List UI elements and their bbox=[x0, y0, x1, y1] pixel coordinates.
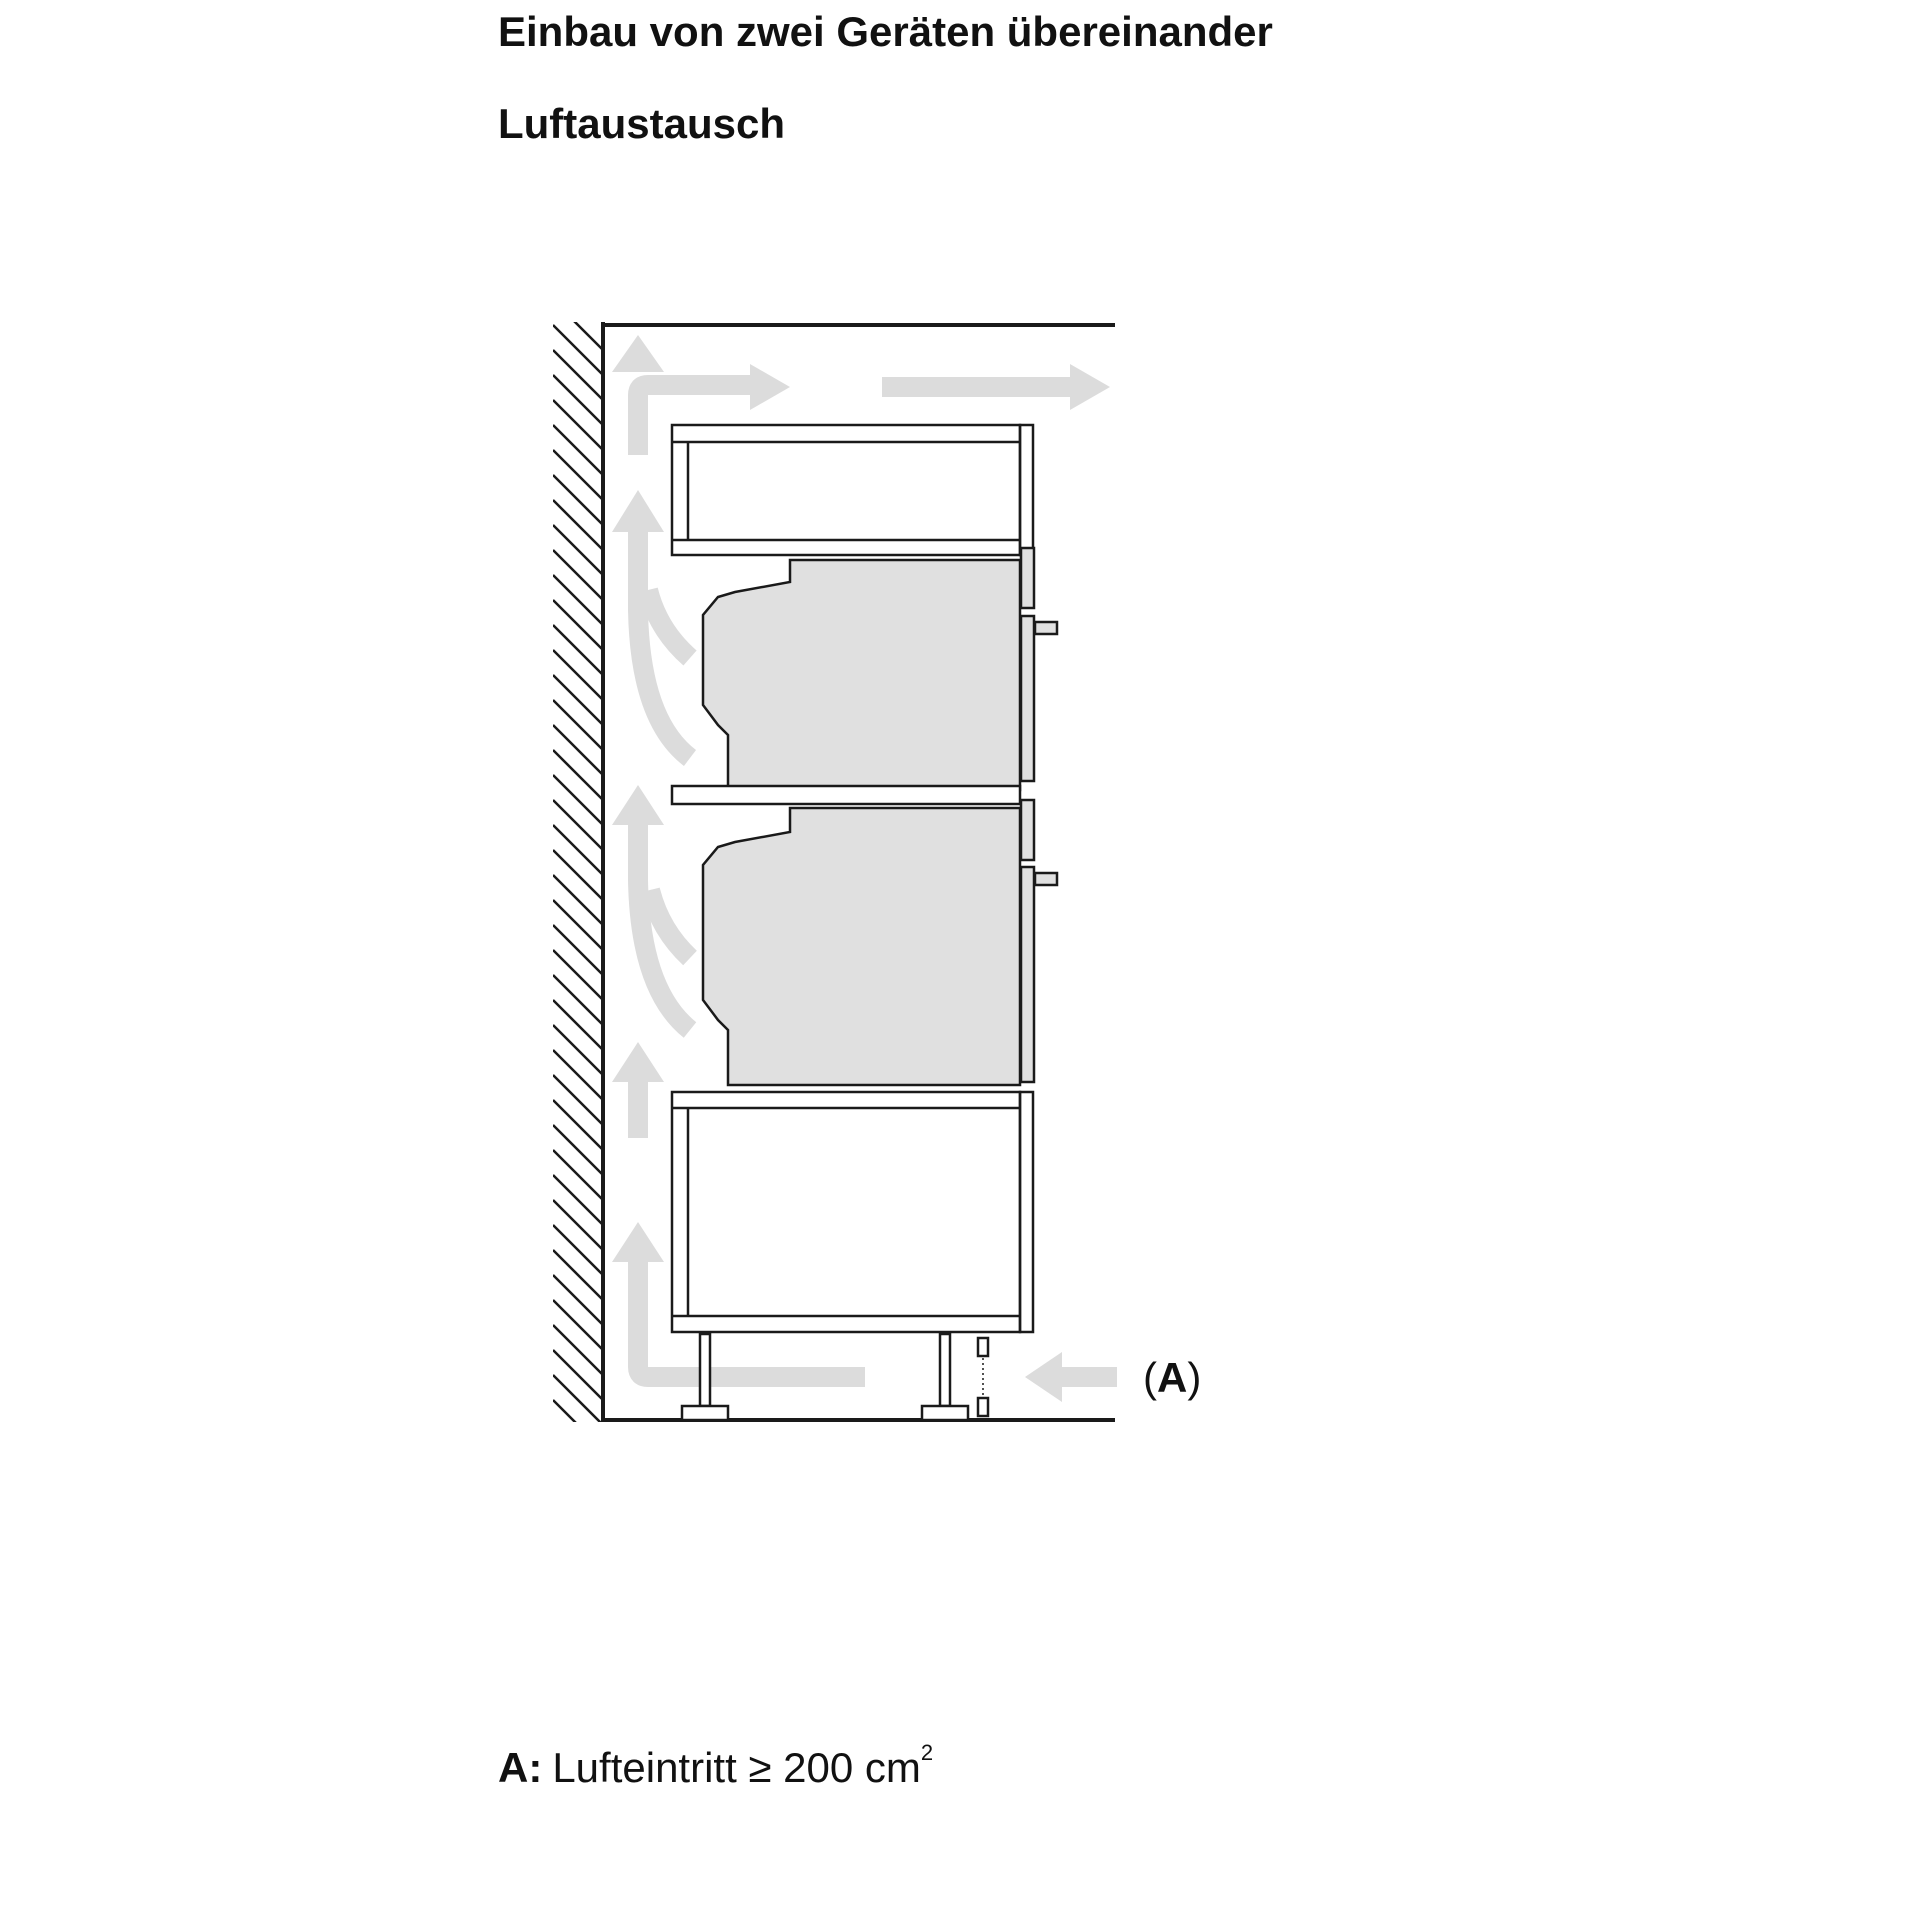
top-cabinet bbox=[672, 425, 1033, 555]
callout-open: ( bbox=[1143, 1354, 1157, 1401]
hatch-line bbox=[553, 1375, 603, 1425]
hatch-line bbox=[553, 300, 603, 350]
hatch-line bbox=[553, 750, 603, 800]
page-subtitle: Luftaustausch bbox=[498, 100, 786, 147]
hatch-line bbox=[553, 1025, 603, 1075]
hatch-line bbox=[553, 1350, 603, 1400]
hatch-line bbox=[553, 875, 603, 925]
callout-close: ) bbox=[1187, 1354, 1202, 1401]
callout-letter: A bbox=[1157, 1354, 1188, 1401]
hatch-line bbox=[553, 675, 603, 725]
hatch-line bbox=[553, 1425, 603, 1475]
hatch-line bbox=[553, 1275, 603, 1325]
legend bbox=[498, 1740, 933, 1792]
hatch-line bbox=[553, 1300, 603, 1350]
hatch-line bbox=[553, 950, 603, 1000]
wall-hatching bbox=[553, 300, 603, 1525]
hatch-line bbox=[553, 1175, 603, 1225]
legend-text: Lufteintritt ≥ 200 cm bbox=[552, 1744, 921, 1791]
hatch-line bbox=[553, 575, 603, 625]
lower-appliance bbox=[703, 800, 1057, 1085]
base-cabinet bbox=[672, 1092, 1033, 1332]
hatch-line bbox=[553, 775, 603, 825]
page-title: Einbau von zwei Geräten übereinander bbox=[498, 8, 1273, 55]
hatch-line bbox=[553, 475, 603, 525]
hatch-line bbox=[553, 900, 603, 950]
hatch-line bbox=[553, 975, 603, 1025]
hatch-line bbox=[553, 825, 603, 875]
legend-key: A: bbox=[498, 1744, 543, 1791]
hatch-line bbox=[553, 375, 603, 425]
hatch-line bbox=[553, 1325, 603, 1375]
hatch-line bbox=[553, 1075, 603, 1125]
hatch-line bbox=[553, 425, 603, 475]
hatch-line bbox=[553, 1150, 603, 1200]
hatch-line bbox=[553, 650, 603, 700]
airflow-arrow-curve-upper-inner bbox=[648, 590, 690, 658]
hatch-line bbox=[553, 350, 603, 400]
hatch-line bbox=[553, 400, 603, 450]
hatch-line bbox=[553, 850, 603, 900]
hatch-line bbox=[553, 600, 603, 650]
hatch-line bbox=[553, 1000, 603, 1050]
hatch-line bbox=[553, 1050, 603, 1100]
legend-superscript: 2 bbox=[920, 1740, 934, 1765]
hatch-line bbox=[553, 1250, 603, 1300]
hatch-line bbox=[553, 1450, 603, 1500]
hatch-line bbox=[553, 925, 603, 975]
hatch-line bbox=[553, 1100, 603, 1150]
hatch-line bbox=[553, 800, 603, 850]
plinth-panel bbox=[978, 1338, 988, 1416]
hatch-line bbox=[553, 1475, 603, 1525]
hatch-line bbox=[553, 1225, 603, 1275]
hatch-line bbox=[553, 450, 603, 500]
airflow-arrow-top-corner bbox=[638, 385, 750, 455]
hatch-line bbox=[553, 325, 603, 375]
airflow-arrow-curve-lower-inner bbox=[650, 890, 690, 958]
hatch-line bbox=[553, 625, 603, 675]
hatch-line bbox=[553, 500, 603, 550]
middle-shelf bbox=[672, 786, 1020, 804]
hatch-line bbox=[553, 1125, 603, 1175]
hatch-line bbox=[553, 525, 603, 575]
hatch-line bbox=[553, 1200, 603, 1250]
hatch-line bbox=[553, 725, 603, 775]
hatch-line bbox=[553, 550, 603, 600]
callout-label bbox=[1143, 1354, 1201, 1401]
upper-appliance bbox=[703, 548, 1057, 790]
hatch-line bbox=[553, 1400, 603, 1450]
hatch-line bbox=[553, 700, 603, 750]
